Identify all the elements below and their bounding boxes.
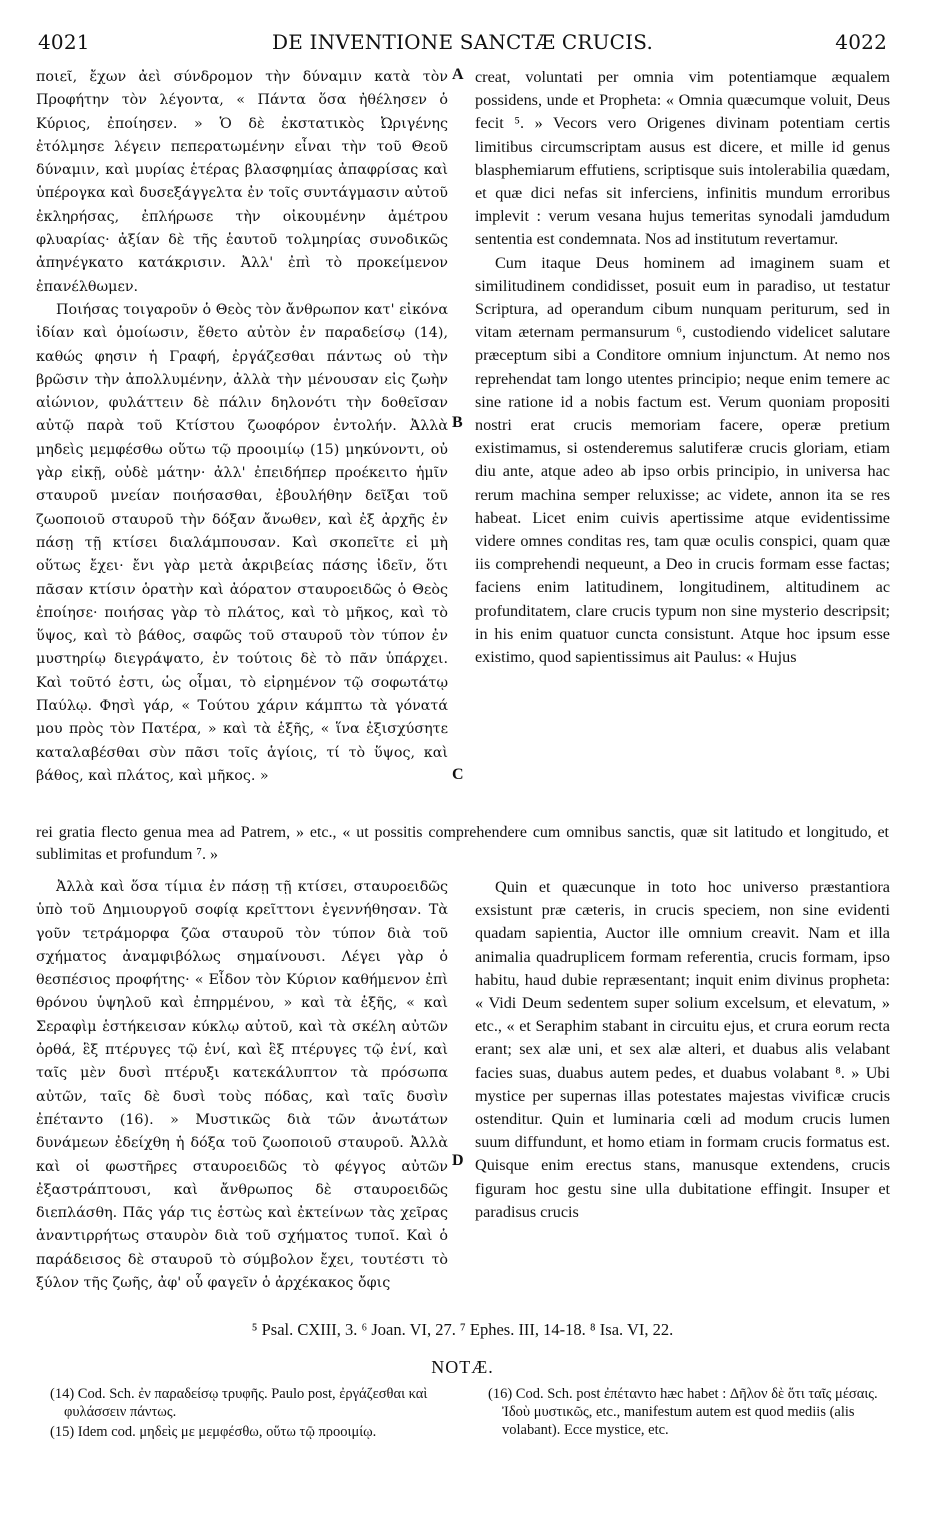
latin-full-width bbox=[36, 822, 889, 866]
scripture-references: ⁵ Psal. CXIII, 3. ⁶ Joan. VI, 27. ⁷ Ephes. III, 14-18. ⁸ Isa. VI, 22. bbox=[251, 1320, 674, 1339]
page-number-left: 4021 bbox=[38, 30, 90, 54]
latin-paragraph: Cum itaque Deus hominem ad imaginem suam et similitudinem condidisset, posuit eum in paradiso, ut testatur Scriptura, ad operandum cibum nunquam periturum, sed in vitam æternam permansurum ⁶, custodiendo videlicet salutare præceptum sibi a Conditore omnium injunctum. At nemo nos reprehendat tam longo utentes principio; neque enim temere ac sine ratione id a nobis factum est. Verum quoniam propositi nostri erat crucis memoriam facere, operæ pretium existimamus, si ostenderemus salutiferæ crucis gloriam, etiam diu ante, atque adeo ab ipso orbis principio, in universa hac rerum machina semper reluxisse; ac videte, annon ita se res habeat. Licet enim cuivis apertissime atque evidentissime videre omnes conditas res, tam quæ oculis conspici, quam quæ iis comprehendi nequeunt, a Deo in crucis formam esse factas; faciens enim latitudinem, longitudinem, altitudinem ac profunditatem, clare crucis typum non sine mysterio descripsit; in his enim quatuor cuncta consistunt. Atque hoc ipsum esse existimo, quod sapientissimus ait Paulus: « Hujus bbox=[475, 253, 890, 667]
notes-right bbox=[488, 1385, 888, 1441]
note-16: (16) Cod. Sch. post ἐπέταντο hæc habet : Δῆλον δὲ ὅτι ταῖς μέσαις. Ἰδοὺ μυστικῶς, etc., manifestum autem est quod mediis (alis volabant). Ecce mystice, etc. bbox=[488, 1386, 878, 1438]
greek-paragraph: ποιεῖ, ἔχων ἀεὶ σύνδρομον τὴν δύναμιν κατὰ τὸν Προφήτην τὸν λέγοντα, « Πάντα ὅσα ἠθέλησεν ὁ Κύριος, ἐποίησεν. » Ὁ δὲ ἐκστατικὸς Ὠριγένης ἐτόλμησε λέγειν πεπερατωμένην εἶναι τὴν τοῦ Θεοῦ δύναμιν, καὶ μυρίας ἑτέρας βλασφημίας ἀπαφρίσας καὶ ὑπέρογκα καὶ δυσεξάγγελτα ἐν τοῖς συντάγμασιν αὐτοῦ ἐκληρήσας, ἐπλήρωσε τὴν οἰκουμένην ἀμέτρου φλυαρίας· ἀξίαν δὲ τῆς ἑαυτοῦ τολμηρίας συνοδικῶς ἀπηνέγκατο κατάκρισιν. Ἀλλ' ἐπὶ τὸ προκείμενον ἐπανέλθωμεν. bbox=[36, 69, 448, 295]
running-title: DE INVENTIONE SANCTÆ CRUCIS. bbox=[271, 30, 654, 54]
greek-column-bottom bbox=[36, 876, 448, 1295]
latin-column-bottom bbox=[475, 876, 890, 1224]
note-14: (14) Cod. Sch. ἐν παραδείσῳ τρυφῆς. Paulo post, ἐργάζεσθαι καὶ φυλάσσειν πάντως. bbox=[50, 1386, 428, 1420]
notes-title: NOTÆ. bbox=[431, 1357, 494, 1377]
page-number-right: 4022 bbox=[835, 30, 887, 54]
latin-column-top bbox=[475, 66, 890, 669]
greek-paragraph: Ἀλλὰ καὶ ὅσα τίμια ἐν πάσῃ τῇ κτίσει, σταυροειδῶς ὑπὸ τοῦ Δημιουργοῦ σοφίᾳ κρεῖττονι ἐγεννήθησαν. Τὰ γοῦν τετράμορφα ζῶα σταυροῦ τὸν τύπον διὰ τοῦ σχήματος ἀναμφιβόλως σημαίνουσι. Λέγει γὰρ ὁ θεσπέσιος προφήτης· « Εἶδον τὸν Κύριον καθήμενον ἐπὶ θρόνου ὑψηλοῦ καὶ ἐπηρμένου, » καὶ τὰ ἑξῆς, « καὶ Σεραφὶμ ἑστήκεισαν κύκλῳ αὐτοῦ, καὶ τὰ σκέλη αὐτῶν ὀρθά, ἓξ πτέρυγες τῷ ἑνί, καὶ ἓξ πτέρυγες τῷ ἑνί, καὶ ταῖς μὲν δυσὶ πτέρυξι κατεκάλυπτον τὰ πρόσωπα αὐτῶν, ταῖς δὲ δυσὶ τοὺς πόδας, καὶ ταῖς δυσὶν ἐπέταντο (16). » Μυστικῶς διὰ τῶν ἀνωτάτων δυνάμεων ἐδείχθη ἡ δόξα τοῦ ζωοποιοῦ σταυροῦ. Ἀλλὰ καὶ οἱ φωστῆρες σταυροειδῶς τὸ φέγγος αὐτῶν ἐξαστράπτουσι, καὶ ἄνθρωπος δὲ σταυροειδῶς διεπλάσθη. Πᾶς γάρ τις ἑστὼς καὶ ἐκτείνων τὰς χεῖρας ἀναντιρρήτως σταυρὸν διὰ τοῦ σχήματος τυποῖ. Καὶ ὁ παράδεισος δὲ σταυροῦ τὸ σύμβολον ἔχει, τουτέστι τὸ ξύλον τῆς ζωῆς, ἀφ' οὗ φαγεῖν ὁ ἀρχέκακος ὄφις bbox=[36, 879, 448, 1292]
note-15: (15) Idem cod. μηδεὶς με μεμφέσθω, οὕτω τῷ προοιμίῳ. bbox=[50, 1424, 377, 1440]
greek-column-top bbox=[36, 66, 448, 788]
section-marker-a: A bbox=[452, 66, 464, 83]
notes-left bbox=[50, 1385, 450, 1443]
section-marker-d: D bbox=[452, 1152, 464, 1169]
page-header bbox=[38, 30, 887, 60]
section-marker-b: B bbox=[452, 414, 463, 431]
greek-paragraph: Ποιήσας τοιγαροῦν ὁ Θεὸς τὸν ἄνθρωπον κατ' εἰκόνα ἰδίαν καὶ ὁμοίωσιν, ἔθετο αὐτὸν ἐν παραδείσῳ (14), καθώς φησιν ἡ Γραφή, ἐργάζεσθαι πάντως οὐ τὴν βρῶσιν τὴν ἀπολλυμένην, ἀλλὰ τὴν μένουσαν εἰς ζωὴν αἰώνιον, φυλάττειν δὲ πάλιν δηλονότι τὴν δοθεῖσαν αὐτῷ παρὰ τοῦ Κτίστου ζωοφόρον ἐντολήν. Ἀλλὰ μηδεὶς μεμφέσθω οὕτω τῷ προοιμίῳ (15) μηκύνοντι, οὐ γὰρ εἰκῇ, οὐδὲ μάτην· ἀλλ' ἐπειδήπερ προέκειτο ἡμῖν σταυροῦ μνείαν ποιήσασθαι, ἐβουλήθην δεῖξαι τοῦ ζωοποιοῦ σταυροῦ τὴν δόξαν ἄνωθεν, καὶ ἐξ ἀρχῆς ἐν πάσῃ τῇ κτίσει διαλάμπουσαν. Καὶ σκοπεῖτε εἰ μὴ οὕτως ἔχει· ἔνι γὰρ μετὰ ἀκριβείας πάσης ἰδεῖν, ὅτι πᾶσαν κτίσιν ὁρατὴν καὶ ἀόρατον σταυροειδῶς ὁ Θεὸς ἐποίησε· ποιήσας γὰρ τὸ πλάτος, καὶ τὸ μῆκος, καὶ τὸ ὕψος, καὶ τὸ βάθος, σαφῶς τοῦ σταυροῦ τὸν τύπον ἐν μυστηρίῳ διεγράψατο, ἐν τούτοις δὲ τὸ πᾶν ὑπάρχει. Καὶ τοῦτό ἐστι, ὡς οἶμαι, τὸ εἰρημένον τῷ σοφωτάτῳ Παύλῳ. Φησὶ γάρ, « Τούτου χάριν κάμπτω τὰ γόνατά μου πρὸς τὸν Πατέρα, » καὶ τὰ ἑξῆς, « ἵνα ἐξισχύσητε καταλαβέσθαι σὺν πᾶσι τοῖς ἁγίοις, τί τὸ ὕψος, καὶ βάθος, καὶ πλάτος, καὶ μῆκος. » bbox=[36, 301, 448, 784]
latin-paragraph: Quin et quæcunque in toto hoc universo præstantiora exsistunt præ cæteris, in crucis speciem, non sine evidenti quadam sapientia, Auctor ille omnium creavit. Nam et illa animalia quadruplicem formam referentia, crucis formam, ipso habitu, haud dubie repræsentant; inquit enim divinus propheta: « Vidi Deum sedentem super solium excelsum, et elevatum, » etc., « et Seraphim stabant in circuitu ejus, et crura eorum recta erant; sex alæ uni, et sex alæ alteri, et duabus alis velabant facies suas, duabus autem pedes, et duabus volabant ⁸. » Ubi mystice per supernas illas potestates majestas vivificæ crucis ostenditur. Quin et luminaria cœli ad modum crucis lumen suum diffundunt, et homo etiam in formam crucis formatus est. Quisque enim erectus stans, manusque extendens, crucis figuram hoc gestu sine ulla dubitatione effingit. Insuper et paradisus crucis bbox=[475, 878, 890, 1221]
section-marker-c: C bbox=[452, 766, 464, 783]
latin-full-paragraph: rei gratia flecto genua mea ad Patrem, » etc., « ut possitis comprehendere cum omnibus sanctis, quæ sit latitudo et longitudo, et sublimitas et profundum ⁷. » bbox=[36, 824, 889, 863]
latin-paragraph: creat, voluntati per omnia vim potentiamque æqualem possidens, unde et Propheta: « Omnia quæcumque voluit, Deus fecit ⁵. » Vecors vero Origenes divinam potentiam certis limitibus circumscriptam ausus est dicere, et mille id genus blasphemiarum effutiens, scriptisque suis intolerabilia quædam, et quæ dici nefas sit inferciens, infinitis mundum erroribus implevit : verum vesana hujus temeritas synodali jamdudum sententia est condemnata. Nos ad institutum revertamur. bbox=[475, 68, 890, 249]
